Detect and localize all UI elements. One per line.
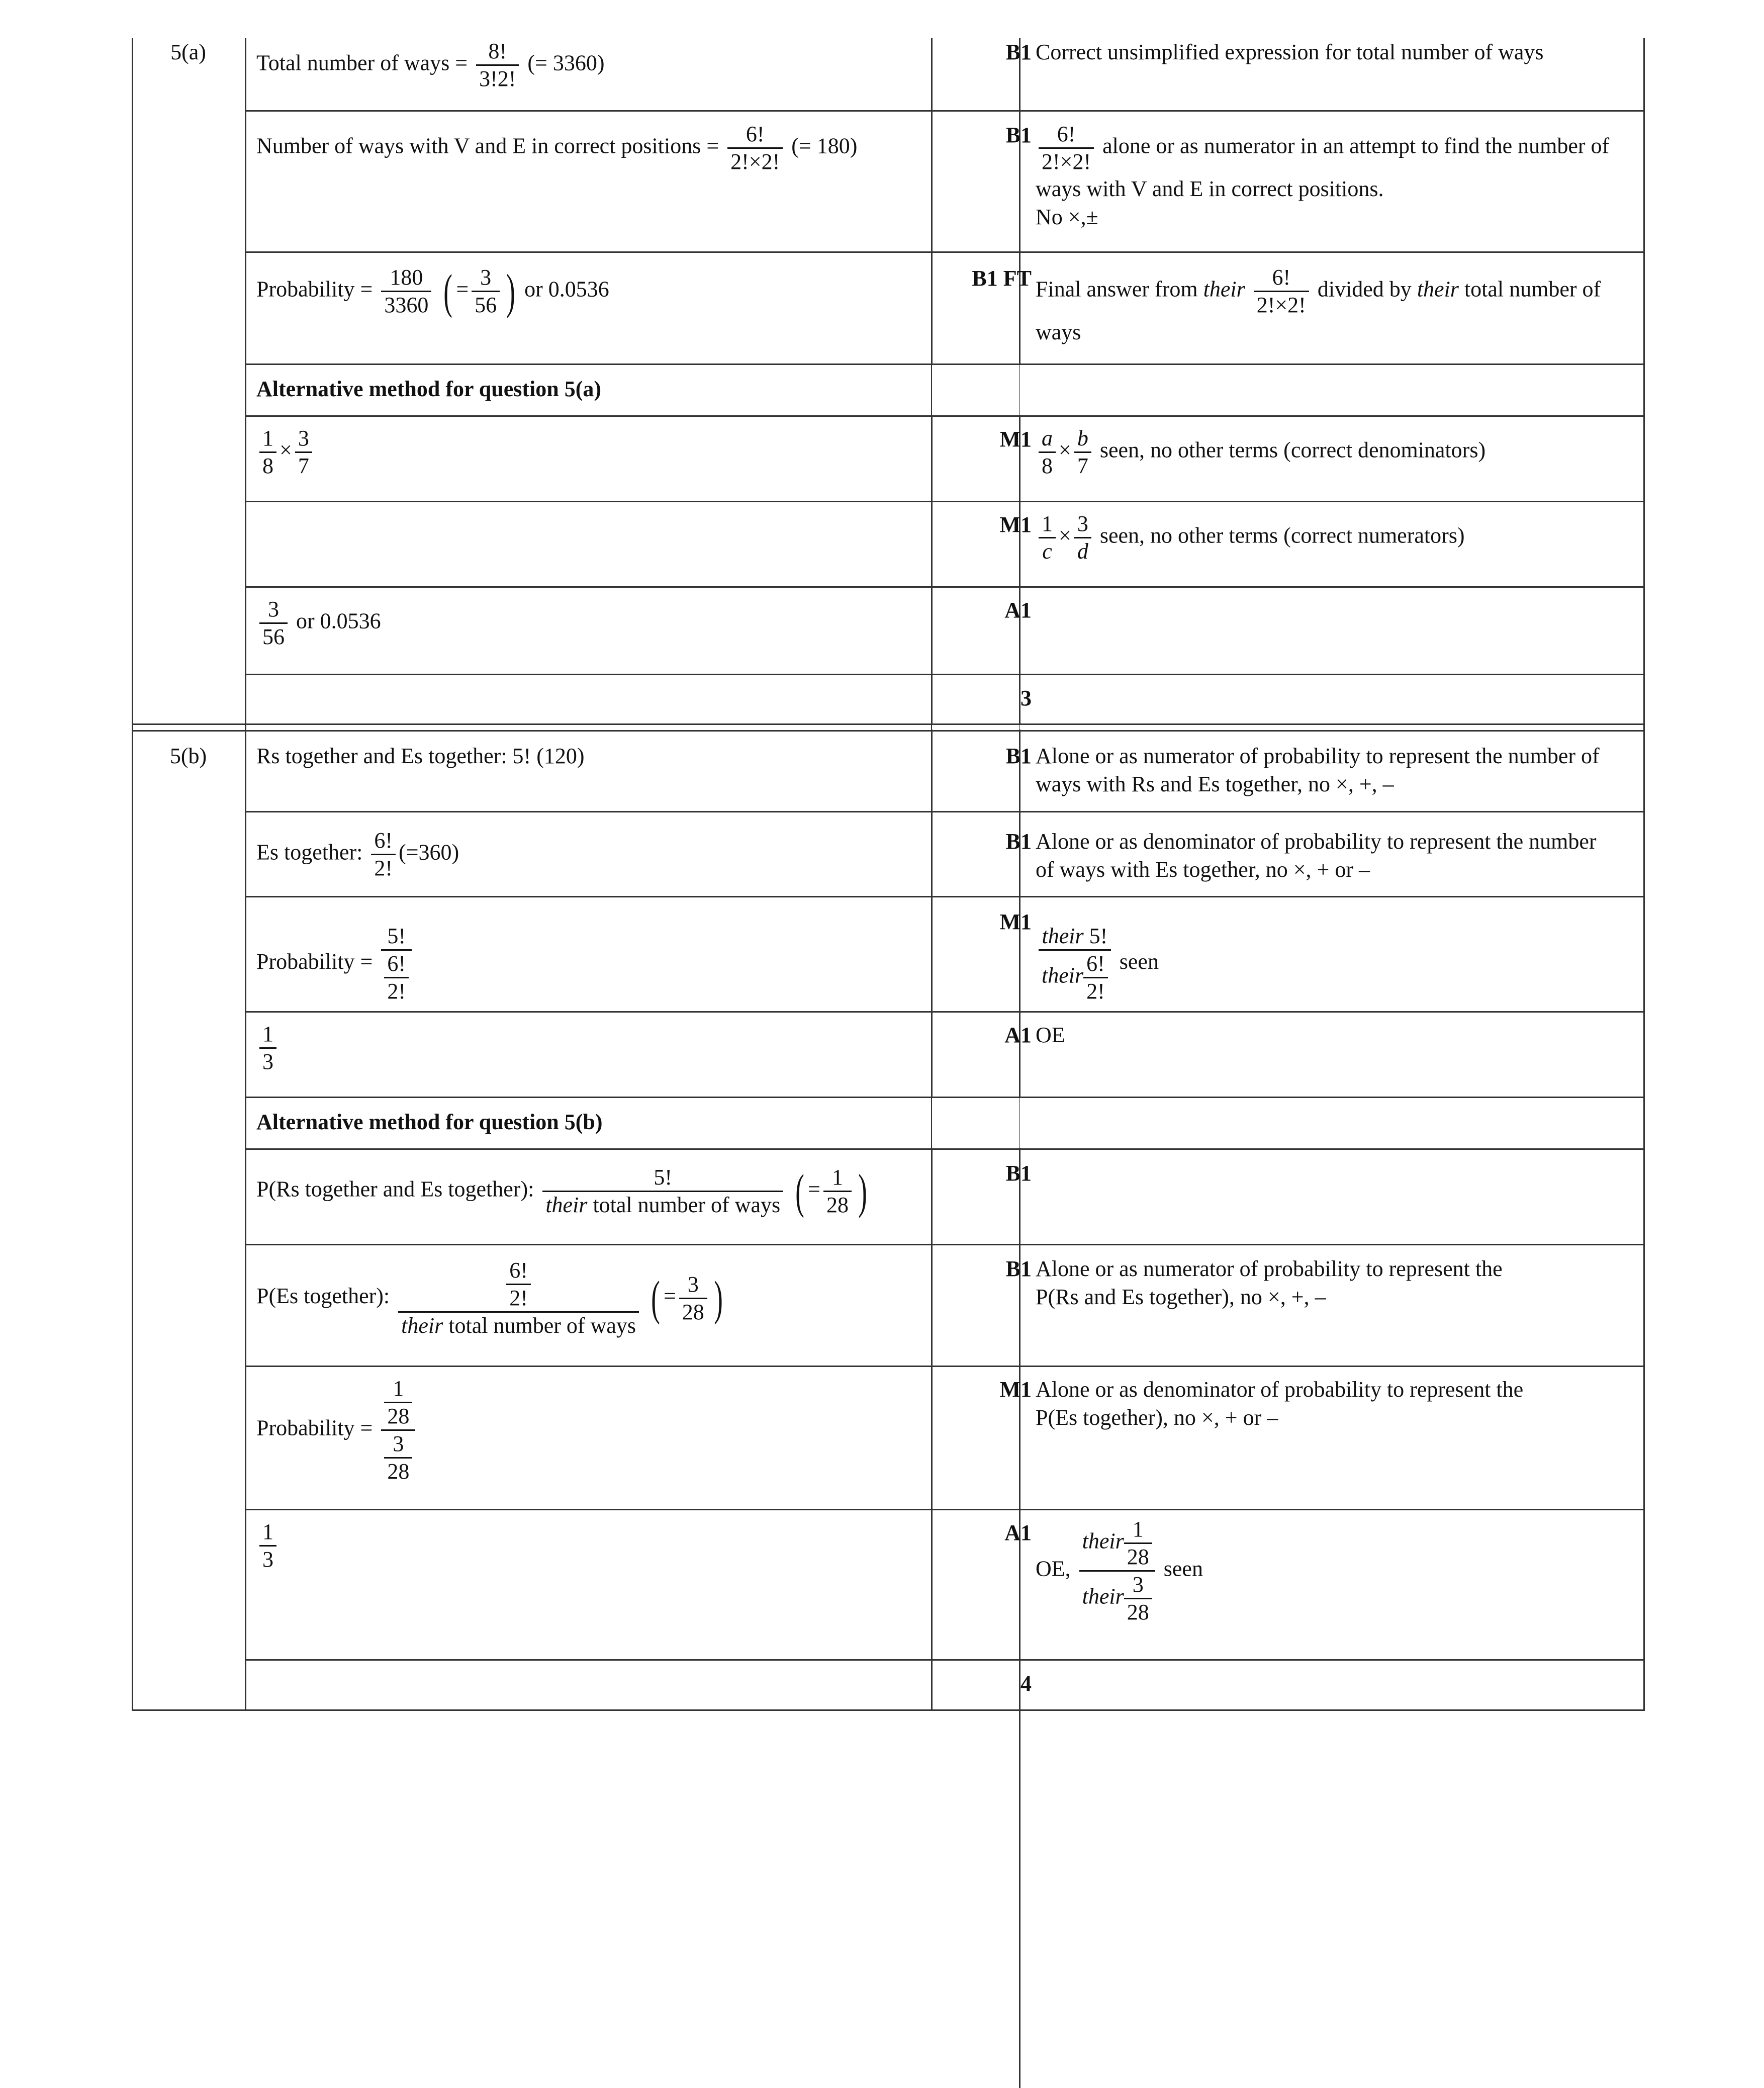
mark-scheme-table (132, 38, 1645, 1711)
right-border (1643, 38, 1645, 1711)
row-divider (245, 1509, 1645, 1510)
row-divider (245, 1659, 1645, 1661)
fraction: $\frac{6!}{2!}$ (371, 828, 396, 881)
guidance: their 5! their $\frac{6!}{2!}$ seen (1036, 923, 1636, 1005)
fraction: their $\frac{1}{28}$ their $\frac{3}{28}$ (1079, 1516, 1155, 1625)
mark-code: B1 (1005, 744, 1032, 768)
section-divider (132, 723, 1645, 725)
guidance: Final answer from their $\frac{6!}{2!\times 2!}$ divided by their total number of ways (1036, 265, 1601, 344)
fraction: $\frac{b}{7}$ (1074, 425, 1091, 479)
fraction: $\frac{1}{28}$ (823, 1164, 852, 1218)
guidance: $\frac{6!}{2!\times 2!}$ alone or as numerator in an attempt to find the number of ways with V and E in correct positions. No ×,± (1036, 122, 1610, 229)
alt-answer-final (256, 1519, 280, 1573)
guidance: Correct unsimplified expression for total number of ways (1036, 40, 1544, 64)
fraction: $\frac{a}{8}$ (1039, 425, 1056, 479)
fraction: $\frac{1}{3}$ (259, 1519, 276, 1573)
fraction: $\frac{180}{3360}$ (381, 264, 431, 318)
alt-heading-mask (932, 365, 1019, 415)
answer-column-divider (931, 38, 933, 1711)
row-divider (245, 501, 1645, 502)
mark-code: B1 (1005, 829, 1032, 854)
row-divider (245, 251, 1645, 253)
fraction: $\frac{6!}{2!\times 2!}$ (1039, 121, 1094, 175)
mark-code: M1 (999, 1377, 1032, 1402)
mark-code: B1 (1005, 1161, 1032, 1186)
fraction: 5! their total number of ways (542, 1164, 783, 1218)
guidance: $\frac{a}{8}$ × $\frac{b}{7}$ seen, no other terms (correct denominators) (1036, 425, 1636, 479)
alt-answer-es: P(Es together): $\frac{6!}{2!}$ their total number of ways ( = $\frac{3}{28}$ ) (256, 1258, 723, 1338)
mark-code: A1 (1004, 598, 1032, 622)
answer-probability: Probability = $\frac{5!}{\frac{6!}{2!}}$ (256, 923, 415, 1005)
row-divider (245, 811, 1645, 812)
mark-code: M1 (999, 427, 1032, 451)
total-marks: 3 (1020, 686, 1032, 710)
question-column-divider (245, 38, 246, 1711)
answer-probability: Probability = $\frac{180}{3360}$ ( = $\frac{3}{56}$ ) or 0.0536 (256, 264, 609, 318)
section-divider (132, 730, 1645, 732)
mark-code: M1 (999, 512, 1032, 537)
guidance: OE, their $\frac{1}{28}$ their $\frac{3}{28}$ seen (1036, 1517, 1203, 1624)
fraction: their 5! their $\frac{6!}{2!}$ (1039, 923, 1111, 1005)
question-number: 5(b) (169, 744, 207, 768)
mark-code: A1 (1004, 1023, 1032, 1047)
mark-code: B1 (1005, 123, 1032, 147)
fraction: $\frac{3}{56}$ (259, 596, 288, 650)
mark-code: B1 (1005, 40, 1032, 64)
row-divider (245, 674, 1645, 675)
row-divider (245, 1011, 1645, 1013)
left-border (132, 38, 133, 1711)
mark-code: B1 (1005, 1256, 1032, 1281)
alt-answer-probability: Probability = $\frac{\frac{1}{28}}{\frac{3}{28}}$ (256, 1376, 418, 1485)
answer-final (256, 1021, 280, 1075)
alt-heading-mask (932, 1098, 1019, 1148)
fraction: $\frac{1}{8}$ (259, 425, 276, 479)
guidance: Alone or as numerator of probability to represent the number of ways with Rs and Es together, no ×, +, – (1036, 744, 1600, 796)
alt-answer-product: $\frac{1}{8}$ × $\frac{3}{7}$ (256, 425, 315, 479)
guidance: Alone or as numerator of probability to represent the P(Rs and Es together), no ×, +, – (1036, 1256, 1503, 1309)
answer-total-ways: Total number of ways = $\frac{8!}{3!2!}$ (= 3360) (256, 39, 605, 91)
alternative-method-heading: Alternative method for question 5(a) (256, 377, 601, 401)
row-divider (245, 415, 1645, 417)
fraction: $\frac{8!}{3!2!}$ (476, 38, 519, 92)
guidance: OE (1036, 1023, 1065, 1047)
fraction: $\frac{3}{7}$ (295, 425, 312, 479)
answer-rs-es-together: Rs together and Es together: 5! (120) (256, 744, 585, 768)
guidance: Alone or as denominator of probability to represent the number of ways with Es together, no ×, + or – (1036, 829, 1597, 882)
question-number: 5(a) (170, 40, 206, 64)
mark-code: B1 FT (972, 266, 1032, 291)
total-marks: 4 (1020, 1671, 1032, 1696)
mark-column-gap (932, 725, 1019, 730)
guidance: $\frac{1}{c}$ × $\frac{3}{d}$ seen, no other terms (correct numerators) (1036, 511, 1636, 565)
answer-correct-positions: Number of ways with V and E in correct positions = $\frac{6!}{2!\times 2!}$ (= 180) (256, 122, 858, 174)
alternative-method-heading: Alternative method for question 5(b) (256, 1110, 603, 1134)
mark-column-gap (1020, 725, 1140, 730)
mark-code: A1 (1004, 1520, 1032, 1545)
fraction: $\frac{\frac{1}{28}}{\frac{3}{28}}$ (381, 1376, 415, 1485)
alt-heading-mask (1020, 1098, 1140, 1148)
fraction: $\frac{3}{56}$ (472, 264, 500, 318)
fraction: $\frac{3}{28}$ (679, 1272, 707, 1325)
fraction: $\frac{1}{c}$ (1039, 511, 1056, 565)
fraction: $\frac{1}{3}$ (259, 1021, 276, 1075)
row-divider (245, 1148, 1645, 1150)
row-divider (245, 1244, 1645, 1245)
fraction: $\frac{3}{d}$ (1074, 511, 1091, 565)
row-divider (245, 896, 1645, 897)
alt-answer-rs-es: P(Rs together and Es together): 5! their total number of ways ( = $\frac{1}{28}$ ) (256, 1164, 867, 1218)
answer-es-together: Es together: $\frac{6!}{2!}$ (=360) (256, 828, 459, 880)
bottom-border (132, 1709, 1645, 1711)
fraction: $\frac{5!}{\frac{6!}{2!}}$ (381, 923, 412, 1005)
fraction: $\frac{6!}{2!\times 2!}$ (1254, 264, 1309, 318)
guidance: Alone or as denominator of probability to represent the P(Es together), no ×, + or – (1036, 1377, 1524, 1430)
mark-code: M1 (999, 910, 1032, 934)
alt-answer-final: $\frac{3}{56}$ or 0.0536 (256, 596, 381, 650)
fraction: $\frac{6!}{2!}$ their total number of ways (398, 1257, 639, 1339)
fraction: $\frac{6!}{2!\times 2!}$ (727, 121, 783, 175)
alt-heading-mask (1020, 365, 1140, 415)
row-divider (245, 110, 1645, 112)
row-divider (245, 1366, 1645, 1367)
row-divider (245, 586, 1645, 588)
